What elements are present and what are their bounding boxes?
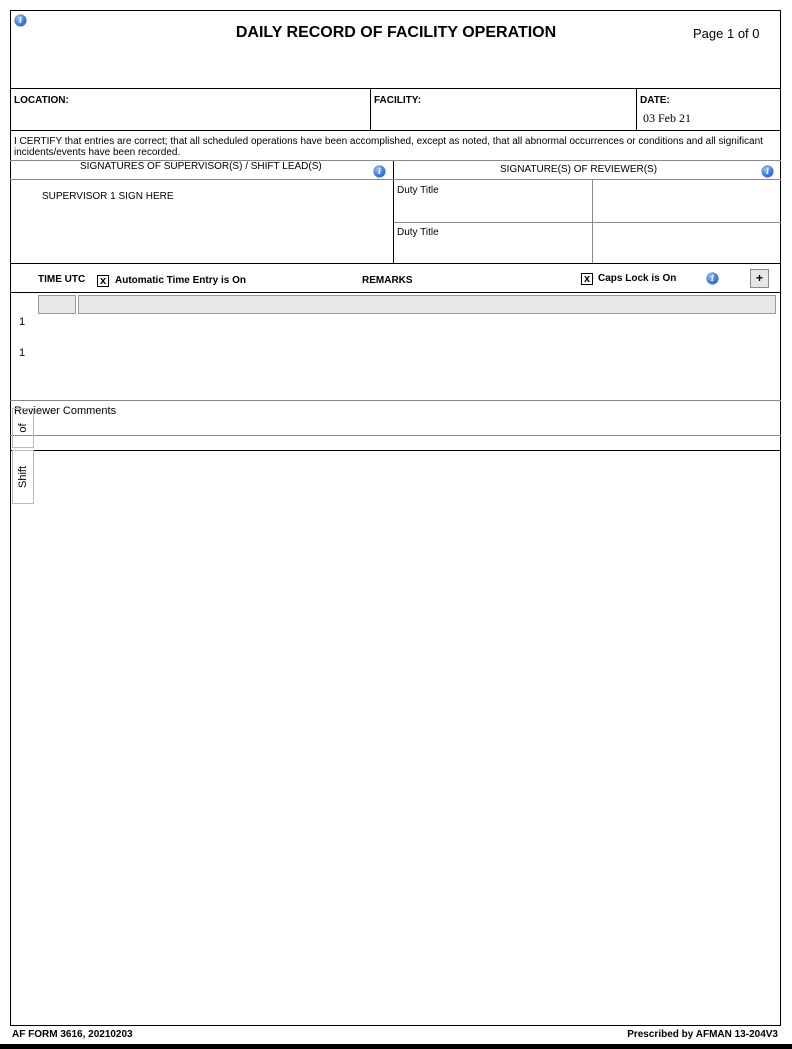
divider	[393, 161, 394, 263]
info-icon[interactable]: i	[762, 166, 773, 177]
location-label: LOCATION:	[14, 95, 69, 106]
supervisor-1-signature[interactable]: SUPERVISOR 1 SIGN HERE	[42, 191, 174, 202]
divider	[10, 130, 781, 131]
reviewer-comments-label: Reviewer Comments	[14, 405, 117, 417]
location-field[interactable]	[14, 108, 366, 128]
page-number: Page 1 of 0	[693, 26, 760, 41]
divider	[10, 292, 781, 293]
date-field[interactable]: 03 Feb 21	[643, 111, 691, 125]
row-number: 1	[19, 347, 26, 359]
side-tab-of[interactable]	[12, 408, 34, 448]
supervisor-signatures-header: SIGNATURES OF SUPERVISOR(S) / SHIFT LEAD(S)	[80, 161, 322, 172]
caps-lock-label: Caps Lock is On	[598, 273, 677, 284]
bottom-border	[0, 1044, 792, 1049]
caps-lock-checkbox[interactable]: x	[581, 273, 593, 285]
facility-label: FACILITY:	[374, 95, 422, 106]
divider	[10, 450, 781, 451]
reviewer-signatures-header: SIGNATURE(S) OF REVIEWER(S)	[500, 164, 658, 175]
duty-title-2[interactable]: Duty Title	[397, 227, 439, 238]
remarks-input[interactable]	[78, 295, 776, 314]
divider	[10, 400, 781, 401]
facility-field[interactable]	[374, 108, 632, 128]
duty-title-1[interactable]: Duty Title	[397, 185, 439, 196]
form-title: DAILY RECORD OF FACILITY OPERATION	[235, 24, 557, 41]
divider	[10, 179, 781, 180]
info-icon[interactable]: i	[707, 273, 718, 284]
prescribed-by: Prescribed by AFMAN 13-204V3	[627, 1029, 778, 1040]
remarks-label: REMARKS	[362, 275, 413, 286]
auto-time-checkbox[interactable]: x	[97, 275, 109, 287]
row-number: 1	[19, 316, 26, 328]
divider	[394, 222, 781, 223]
info-icon[interactable]: i	[374, 166, 385, 177]
divider	[370, 88, 371, 130]
divider	[636, 88, 637, 130]
divider	[10, 435, 781, 436]
time-utc-label: TIME UTC	[38, 274, 86, 285]
side-tab-of-label: of	[17, 423, 29, 433]
info-icon[interactable]: i	[15, 15, 26, 26]
reviewer-2-signature[interactable]	[596, 224, 776, 262]
auto-time-label: Automatic Time Entry is On	[115, 275, 246, 286]
side-tab-shift-label: Shift	[17, 465, 29, 489]
reviewer-1-signature[interactable]	[596, 182, 776, 220]
time-utc-input[interactable]	[38, 295, 76, 314]
divider	[10, 88, 781, 89]
side-tab-shift[interactable]	[12, 450, 34, 504]
add-row-button[interactable]: +	[750, 269, 769, 288]
divider	[10, 263, 781, 264]
form-number: AF FORM 3616, 20210203	[12, 1029, 133, 1040]
certify-statement: I CERTIFY that entries are correct; that all scheduled operations have been accomplished, except as noted, that all abnormal occurrences or conditions and all significant incidents/events have been recorded.	[14, 136, 763, 158]
date-label: DATE:	[640, 95, 670, 106]
